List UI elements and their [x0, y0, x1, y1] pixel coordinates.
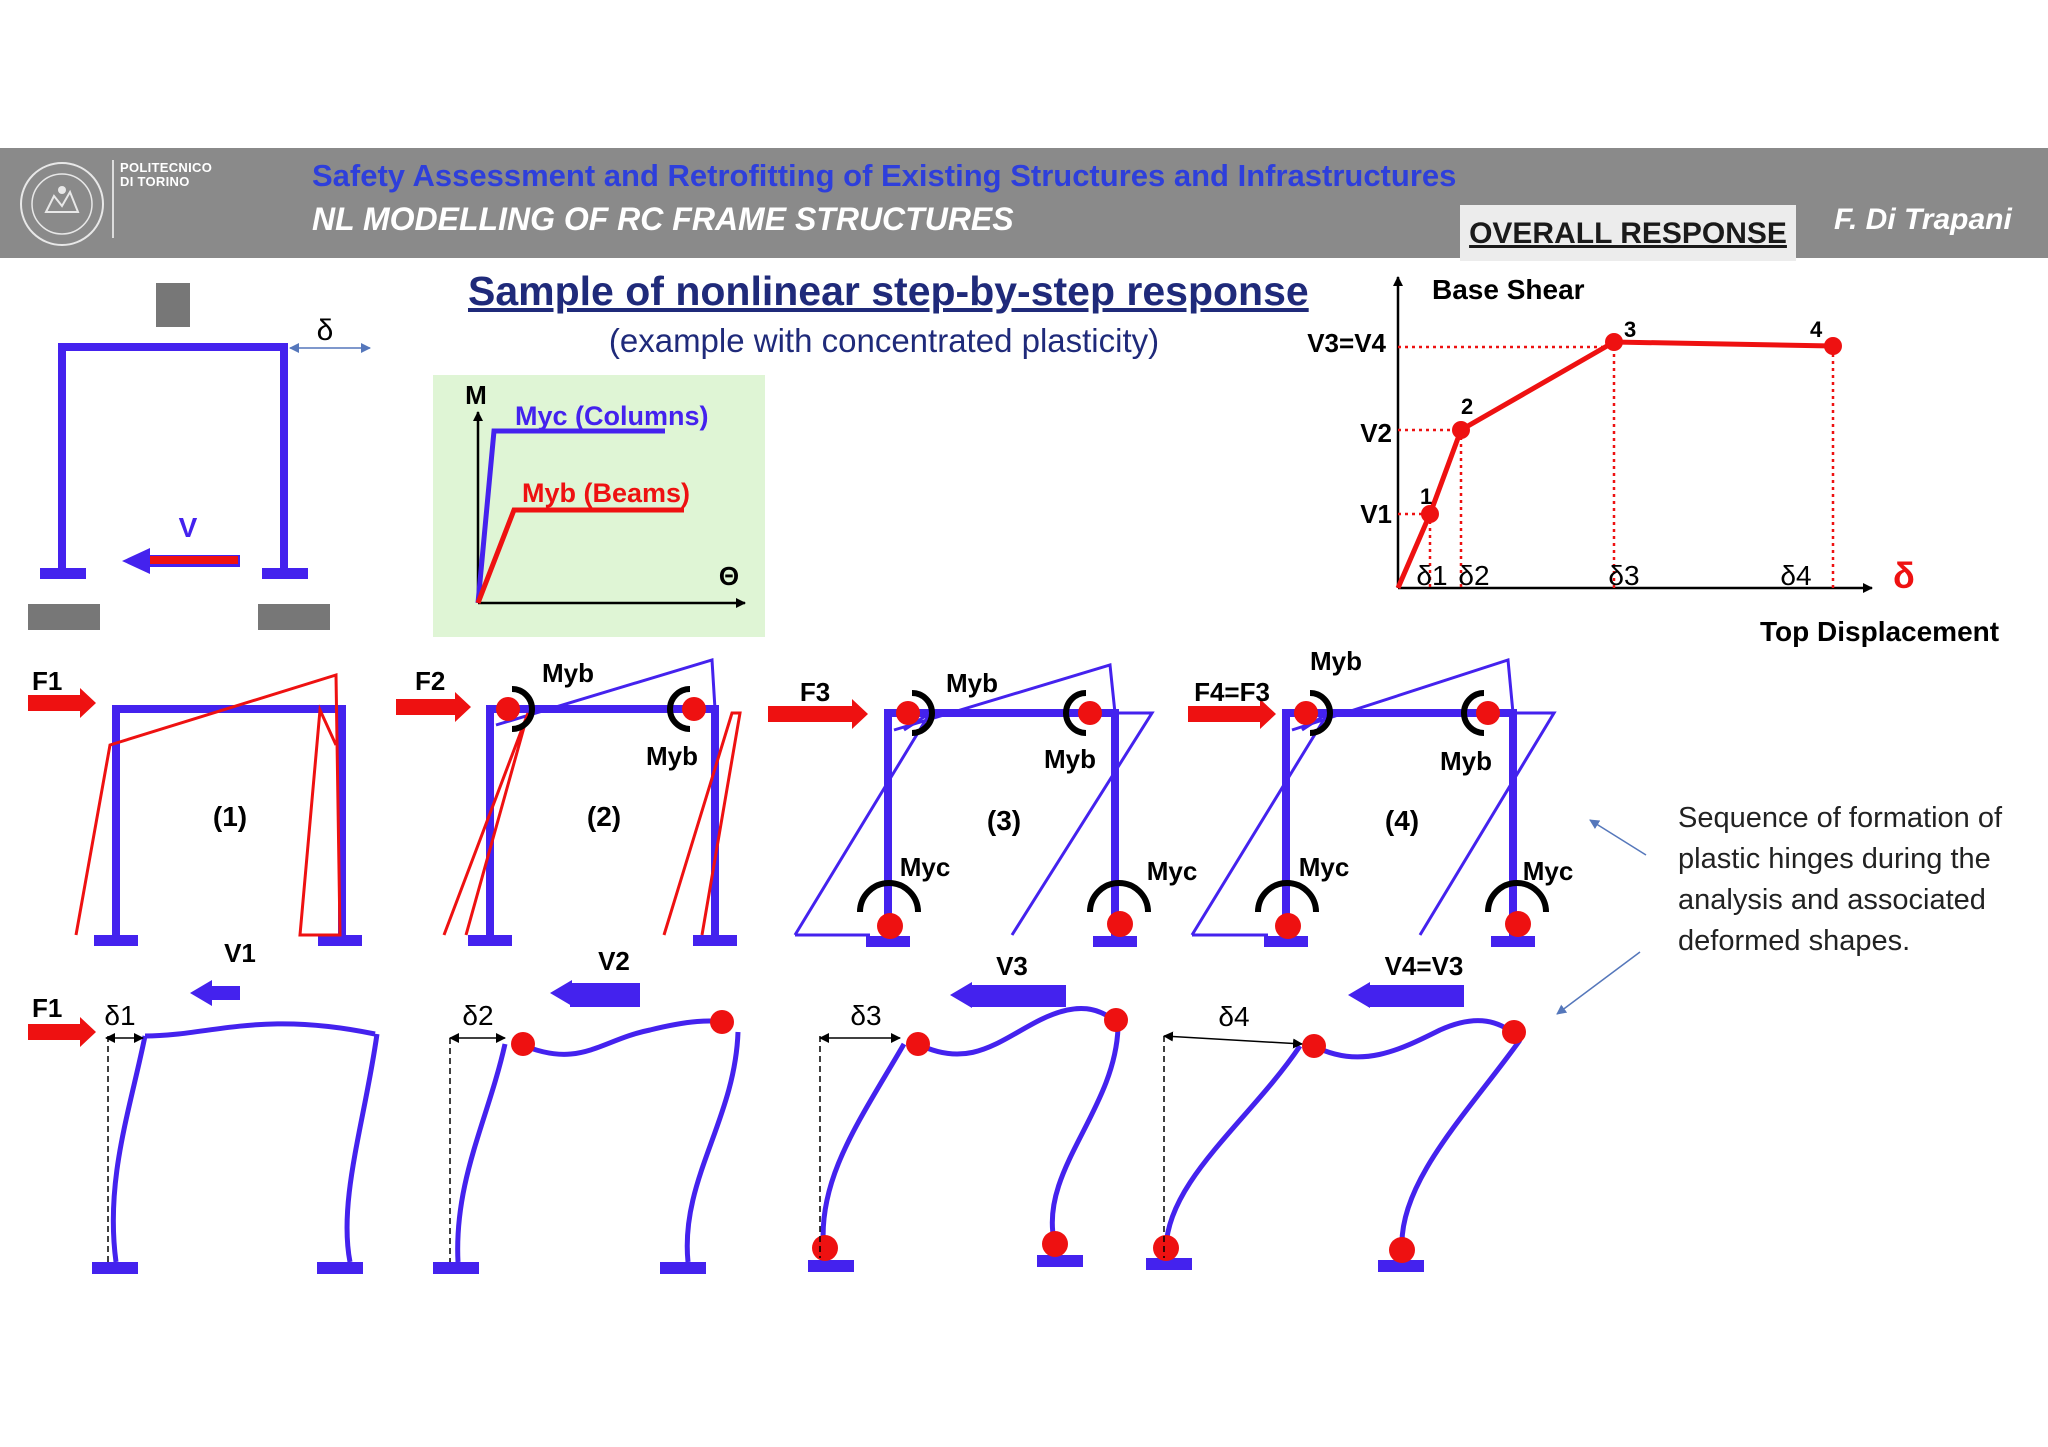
force-label-f3: F3 — [799, 677, 831, 707]
delta-axis-symbol: δ — [1893, 555, 1915, 596]
hinge-myb-4b: Myb — [1440, 746, 1492, 776]
lecture-title: NL MODELLING OF RC FRAME STRUCTURES — [312, 201, 1014, 237]
shear-label-v4: V4=V3 — [1384, 951, 1464, 981]
capacity-curve — [1398, 342, 1833, 588]
point-label-2: 2 — [1461, 394, 1474, 419]
force-label-f1: F1 — [32, 666, 63, 696]
step-2-frame — [396, 658, 740, 946]
frame-sketch — [28, 283, 370, 630]
y-axis-title: Base Shear — [1432, 274, 1585, 305]
slide-title: Sample of nonlinear step-by-step response — [468, 268, 1309, 314]
beams-label: Myb (Beams) — [522, 478, 691, 508]
hinge-myb-4a: Myb — [1310, 646, 1362, 676]
m-axis-label: M — [465, 380, 487, 410]
projection-lines — [1398, 347, 1833, 588]
hinge-myb-3a: Myb — [946, 668, 998, 698]
step-label-1: (1) — [212, 801, 248, 832]
shear-label-v1: V1 — [224, 938, 256, 968]
delta-label: δ — [316, 314, 334, 347]
pushover-chart — [1307, 274, 1999, 647]
step-3-frame — [768, 665, 1197, 947]
delta-label-1: δ1 — [104, 1000, 136, 1031]
support-right — [262, 568, 308, 579]
author-name: F. Di Trapani — [1834, 203, 2012, 236]
note-pointer-upper — [1590, 820, 1646, 855]
step-label-2: (2) — [586, 801, 622, 832]
base-shear-label: V — [178, 512, 198, 543]
delta-label-3: δ3 — [850, 1000, 882, 1031]
force-arrow-f2 — [396, 692, 471, 722]
hinge-myb-3b: Myb — [1044, 744, 1096, 774]
foundation-left — [28, 604, 100, 630]
force-label-f2: F2 — [415, 666, 446, 696]
deformed-step-2 — [433, 946, 738, 1274]
deformed-step-3 — [808, 951, 1128, 1272]
foundation-right — [258, 604, 330, 630]
x-axis-title: Top Displacement — [1760, 616, 2000, 647]
force-label-f4: F4=F3 — [1194, 677, 1270, 707]
delta-label-4: δ4 — [1218, 1001, 1250, 1032]
note-pointer-lower — [1557, 952, 1640, 1014]
hinge-myc-3b: Myc — [1146, 856, 1198, 886]
x-tick-d1: δ1 — [1416, 560, 1448, 591]
section-badge-label: OVERALL RESPONSE — [1469, 217, 1787, 250]
shear-label-v3: V3 — [996, 951, 1028, 981]
hinge-myb-2a: Myb — [542, 658, 594, 688]
hinge-myc-3a: Myc — [899, 852, 951, 882]
x-tick-d3: δ3 — [1608, 560, 1640, 591]
step-label-3: (3) — [986, 805, 1022, 836]
x-tick-d2: δ2 — [1458, 560, 1490, 591]
curve-point-4 — [1824, 337, 1842, 355]
logo-text-line2: DI TORINO — [120, 174, 190, 189]
mass-block — [156, 283, 190, 327]
hinge-myb-2b: Myb — [646, 741, 698, 771]
hinge-myc-4b: Myc — [1522, 856, 1574, 886]
force-label-f1b: F1 — [32, 993, 63, 1023]
shear-label-v2: V2 — [598, 946, 630, 976]
hinge-myc-4a: Myc — [1298, 852, 1350, 882]
point-label-1: 1 — [1420, 484, 1433, 509]
curve-point-3 — [1605, 333, 1623, 351]
y-tick-v1: V1 — [1360, 499, 1392, 529]
deformed-step-1 — [28, 938, 377, 1274]
note-text: Sequence of formation of plastic hinges during the analysis and associated deformed shapes. — [1678, 802, 2003, 957]
theta-axis-label: Θ — [718, 561, 740, 591]
delta-label-2: δ2 — [462, 1000, 494, 1031]
y-tick-v3v4: V3=V4 — [1307, 328, 1386, 358]
logo-text-line1: POLITECNICO — [120, 160, 213, 175]
point-label-4: 4 — [1810, 317, 1823, 342]
support-left — [40, 568, 86, 579]
curve-point-2 — [1452, 421, 1470, 439]
y-tick-v2: V2 — [1360, 418, 1392, 448]
step-label-4: (4) — [1384, 805, 1420, 836]
step-1-frame — [28, 666, 362, 946]
x-tick-d4: δ4 — [1780, 560, 1812, 591]
point-label-3: 3 — [1624, 317, 1637, 342]
columns-label: Myc (Columns) — [515, 401, 709, 431]
deformed-step-4 — [1146, 951, 1526, 1272]
course-title: Safety Assessment and Retrofitting of Existing Structures and Infrastructures — [312, 158, 1457, 193]
slide-subtitle: (example with concentrated plasticity) — [608, 322, 1160, 359]
frame-outline — [62, 347, 284, 573]
moment-rotation-panel — [433, 375, 765, 637]
step-4-frame — [1188, 646, 1573, 947]
